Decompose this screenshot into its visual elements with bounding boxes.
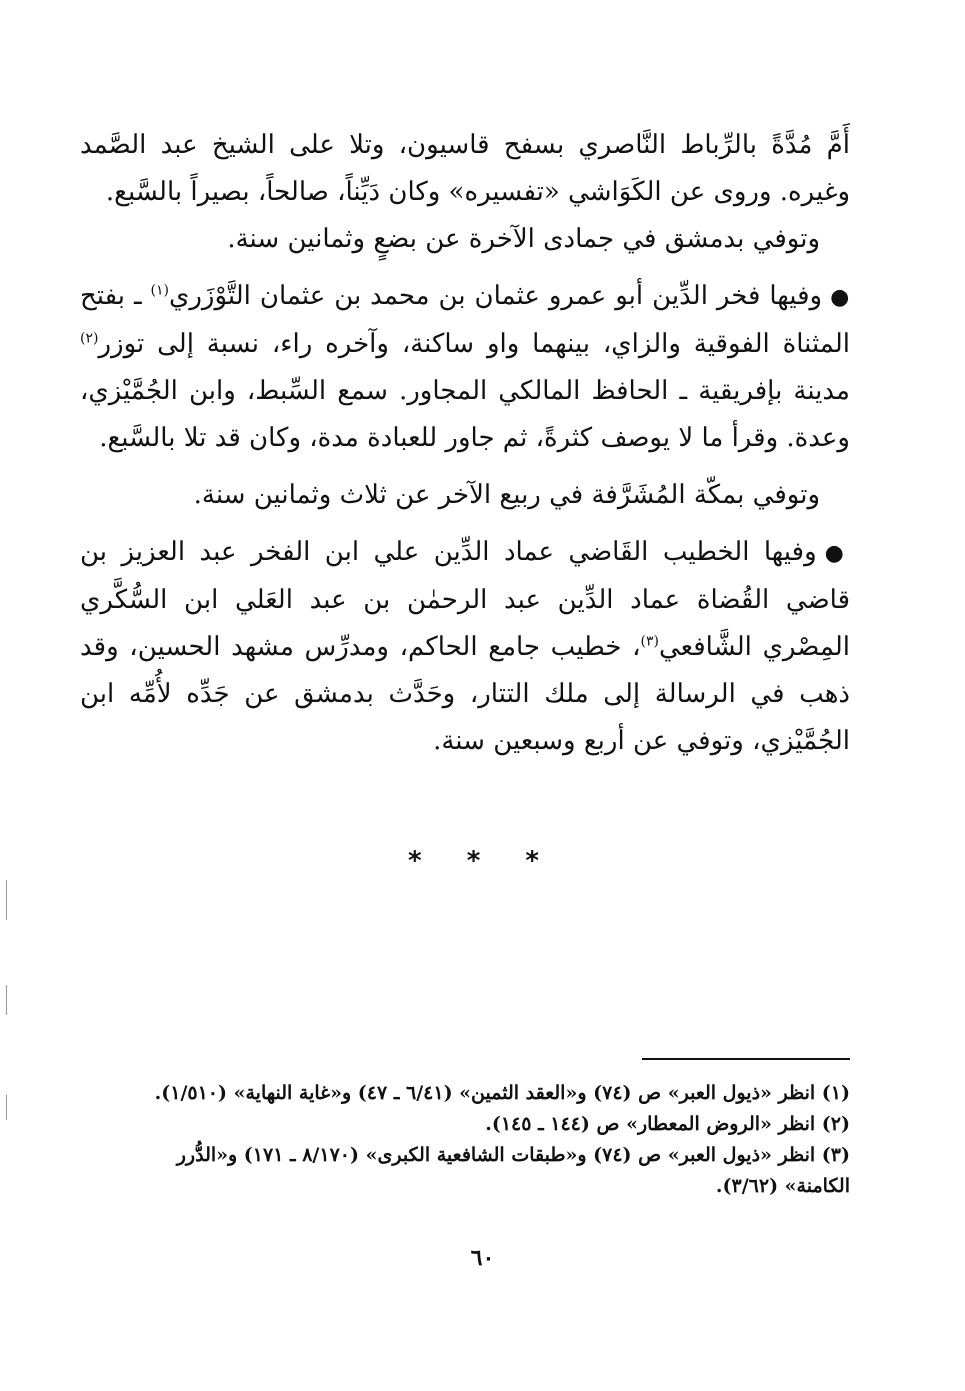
paragraph-3-text-b: ـ بفتح المثناة الفوقية والزاي، بينهما واو ساكنة، وآخره راء، نسبة إلى توزر: [80, 281, 850, 359]
page-number: ٦٠: [470, 1245, 495, 1271]
footnote-ref-1: (١): [150, 282, 170, 299]
section-separator: * * *: [408, 846, 557, 876]
footnote-3: (٣) انظر «ذيول العبر» ص (٧٤) و«طبقات الشافعية الكبرى» (٨/١٧٠ ـ ١٧١) و«الدُّرر الكامنة» (٣/٦٢).: [176, 1144, 850, 1197]
scan-edge-mark: [6, 985, 7, 1015]
paragraph-3-text-c: مدينة بإفريقية ـ الحافظ المالكي المجاور. سمع السِّبط، وابن الجُمَّيْزي، وعدة. وقرأ ما لا يوصف كثرةً، ثم جاور للعبادة مدة، وكان قد تلا بالسَّبع.: [80, 376, 850, 453]
paragraph-5-text-a: وفيها الخطيب القَاضي عماد الدِّين علي ابن الفخر عبد العزيز بن قاضي القُضاة عماد الدِّين عبد الرحمٰن بن عبد العَلي ابن السُّكَّري المِصْري الشَّافعي: [80, 537, 850, 662]
paragraph-3-text-a: وفيها فخر الدِّين أبو عمرو عثمان بن محمد بن عثمان التَّوْزَري: [169, 281, 823, 311]
footnote-1: (١) انظر «ذيول العبر» ص (٧٤) و«العقد الثمين» (٦/٤١ ـ ٤٧) و«غاية النهاية» (١/٥١٠).: [154, 1082, 850, 1104]
footnote-divider: [642, 1058, 850, 1060]
scan-edge-mark: [6, 1095, 7, 1120]
footnote-ref-3: (٣): [640, 633, 659, 650]
bullet-icon: ●: [830, 285, 850, 310]
paragraph-1: أَمَّ مُدَّةً بالرِّباط النَّاصري بسفح قاسيون، وتلا على الشيخ عبد الصَّمد وغيره. وروى عن الكَوَاشي «تفسيره» وكان دَيِّناً، صالحاً، بصيراً بالسَّبع.: [80, 130, 850, 207]
footnote-ref-2: (٢): [80, 330, 99, 347]
paragraph-2: وتوفي بدمشق في جمادى الآخرة عن بضعٍ وثمانين سنة.: [227, 224, 820, 254]
paragraph-3: [80, 273, 850, 462]
main-text: [80, 122, 850, 765]
paragraph-4: وتوفي بمكّة المُشَرَّفة في ربيع الآخر عن ثلاث وثمانين سنة.: [193, 480, 820, 510]
paragraph-5: [80, 529, 850, 765]
paragraph-5-text-b: ، خطيب جامع الحاكم، ومدرِّس مشهد الحسين، وقد ذهب في الرسالة إلى ملك التتار، وحَدَّث بدمشق عن جَدِّه لأُمِّه ابن الجُمَّيْزي، وتوفي عن أربع وسبعين سنة.: [80, 632, 850, 756]
scan-edge-mark: [6, 880, 7, 920]
footnotes: [105, 1078, 850, 1202]
footnote-2: (٢) انظر «الروض المعطار» ص (١٤٤ ـ ١٤٥).: [485, 1113, 850, 1135]
bullet-icon: ●: [824, 541, 850, 566]
